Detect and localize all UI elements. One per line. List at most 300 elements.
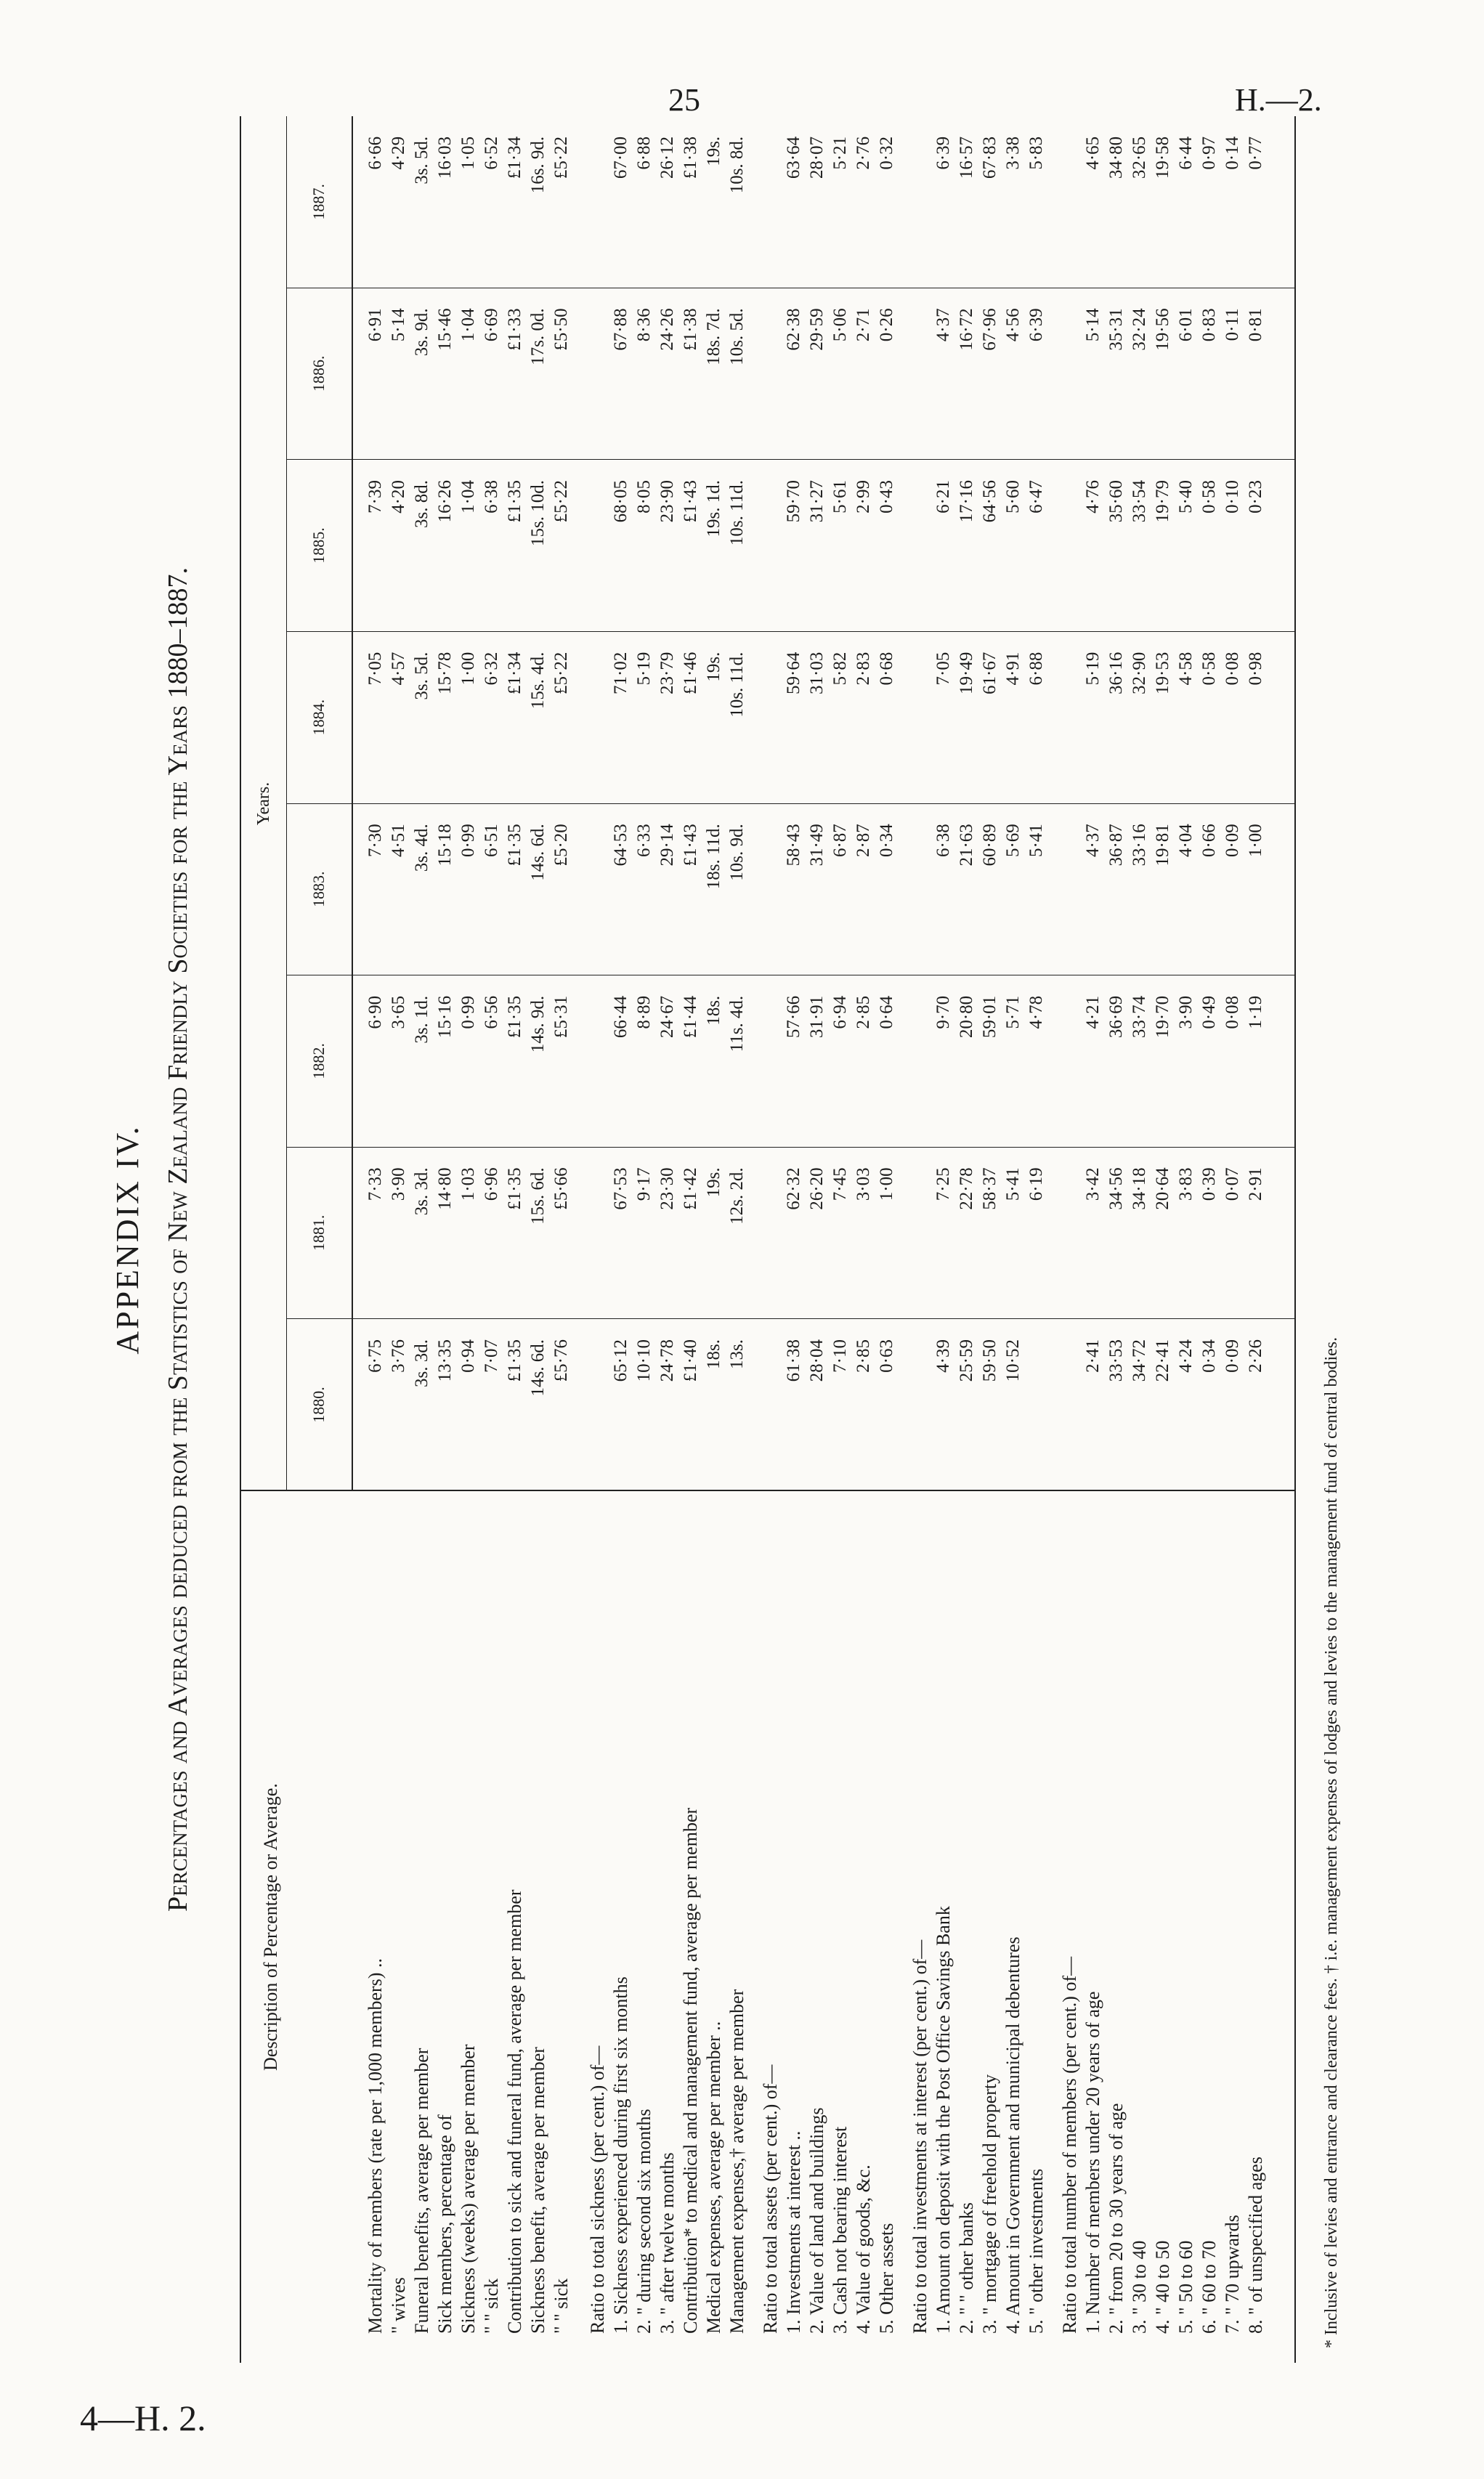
table-cell: 0·98 [1246, 652, 1265, 686]
row-label [481, 1491, 503, 2363]
table-cell: 19·79 [1153, 480, 1172, 523]
table-cell: 3s. 5d. [412, 652, 431, 700]
table-cell: 5·82 [830, 652, 850, 686]
table-cell: 6·90 [365, 995, 385, 1029]
table-cell: 6·52 [482, 136, 501, 170]
table-cell: 67·83 [980, 136, 1000, 179]
row-label-text: 1. Amount on deposit with the Post Office Savings Bank [933, 1906, 954, 2334]
row-label [1106, 1491, 1127, 2363]
table-cell: 7·05 [933, 652, 953, 686]
table-cell: 5·71 [1003, 995, 1023, 1029]
table-cell: 2·41 [1083, 1339, 1103, 1373]
table-cell: 0·11 [1223, 308, 1242, 341]
row-label-text: 7. " 70 upwards [1222, 2215, 1243, 2334]
table-cell: 20·64 [1153, 1167, 1172, 1210]
row-label [365, 1491, 386, 2363]
table-cell: 33·16 [1130, 824, 1149, 867]
row-label-text: 5. " other investments [1026, 2168, 1047, 2334]
table-cell: £5·76 [551, 1339, 571, 1382]
year-header: 1883. [286, 803, 353, 975]
table-cell: 3·83 [1176, 1167, 1196, 1201]
row-label-text: 4. Amount in Government and municipal debentures [1002, 1936, 1023, 2334]
table-cell: 0·32 [877, 136, 896, 170]
table-cell: 29·14 [657, 824, 677, 867]
table-cell: 4·56 [1003, 308, 1023, 342]
table-cell: £1·42 [681, 1167, 700, 1210]
row-label [1002, 1491, 1024, 2363]
table-cell: 8·05 [634, 480, 654, 514]
row-label-text: " " sick [481, 2278, 502, 2334]
table-cell: 8·36 [634, 308, 654, 342]
table-cell: 4·76 [1083, 480, 1103, 514]
table-cell: 5·19 [634, 652, 654, 686]
row-label-text: Management expenses,† average per member [726, 1989, 747, 2334]
row-label [726, 1491, 748, 2363]
table-cell: 67·88 [611, 308, 631, 351]
table-cell: 7·39 [365, 480, 385, 514]
table-cell: £1·35 [505, 480, 524, 523]
table-cell: 4·21 [1083, 995, 1103, 1029]
table-cell: 0·10 [1223, 480, 1242, 514]
table-cell: 61·38 [784, 1339, 803, 1382]
table-cell: 1·00 [877, 1167, 896, 1201]
table-cell: 4·20 [389, 480, 408, 514]
table-cell: 62·32 [784, 1167, 803, 1210]
table-cell: 10s. 8d. [727, 136, 747, 194]
row-label [434, 1491, 456, 2363]
table-cell: 0·08 [1223, 652, 1242, 686]
table-cell: 1·00 [458, 652, 478, 686]
row-label [956, 1491, 978, 2363]
table-cell: 19s. [704, 136, 723, 166]
row-label-text: 3. " 30 to 40 [1129, 2240, 1150, 2334]
table-cell: £5·22 [551, 136, 571, 179]
table-cell: 35·60 [1106, 480, 1126, 523]
row-label [1129, 1491, 1151, 2363]
page-title: Percentages and Averages deduced from the Statistics of New Zealand Friendly Societies for the Years 1880–1887. [163, 567, 193, 1912]
table-cell: 10s. 11d. [727, 480, 747, 546]
table-cell: 6·47 [1026, 480, 1046, 514]
table-cell: 3s. 4d. [412, 824, 431, 872]
table-cell: 3s. 5d. [412, 136, 431, 184]
table-cell: 14·80 [435, 1167, 455, 1210]
table-cell: 0·77 [1246, 136, 1265, 170]
table-cell: 4·04 [1176, 824, 1196, 858]
table-cell: 6·96 [482, 1167, 501, 1201]
row-label-text: Sickness (weeks) average per member [458, 2044, 479, 2334]
table-cell: 2·87 [853, 824, 873, 858]
table-cell: 31·49 [807, 824, 827, 867]
table-cell: £1·43 [681, 480, 700, 523]
table-cell: 22·41 [1153, 1339, 1172, 1382]
table-cell: 19·70 [1153, 995, 1172, 1039]
row-label-text: Mortality of members (rate per 1,000 members) .. [365, 1958, 386, 2334]
table-cell: 19·49 [957, 652, 976, 694]
table-cell: 67·53 [611, 1167, 631, 1210]
row-label-text: 3. Cash not bearing interest [830, 2126, 851, 2334]
table-cell: 15·46 [435, 308, 455, 351]
row-label-text: 1. Investments at interest .. [783, 2130, 804, 2334]
table-cell: 3s. 8d. [412, 480, 431, 528]
table-cell: 33·54 [1130, 480, 1149, 523]
year-column [286, 288, 1294, 460]
table-cell: 6·94 [830, 995, 850, 1029]
table-cell: 59·64 [784, 652, 803, 694]
table-cell: 6·51 [482, 824, 501, 858]
table-cell: 6·33 [634, 824, 654, 858]
table-cell: £1·34 [505, 136, 524, 179]
table-cell: 36·87 [1106, 824, 1126, 867]
row-label [504, 1491, 526, 2363]
table-cell: 15s. 10d. [528, 480, 548, 546]
table-cell: 5·41 [1003, 1167, 1023, 1201]
table-cell: 5·60 [1003, 480, 1023, 514]
table-cell: 2·71 [853, 308, 873, 342]
row-label-text: 4. " 40 to 50 [1152, 2240, 1173, 2334]
table-cell: 23·90 [657, 480, 677, 523]
rotated-page-content [80, 116, 1376, 2363]
row-label [587, 1491, 609, 2363]
table-cell: 31·03 [807, 652, 827, 694]
table-cell: 18s. [704, 1339, 723, 1369]
table-cell: 4·37 [933, 308, 953, 342]
table-cell: 6·44 [1176, 136, 1196, 170]
table-cell: 58·43 [784, 824, 803, 867]
table-cell: £5·22 [551, 652, 571, 694]
table-cell: 32·90 [1130, 652, 1149, 694]
table-cell: 34·56 [1106, 1167, 1126, 1210]
table-cell: 7·33 [365, 1167, 385, 1201]
table-cell: 6·21 [933, 480, 953, 514]
row-label [1082, 1491, 1104, 2363]
table-cell: 60·89 [980, 824, 1000, 867]
table-cell: 0·63 [877, 1339, 896, 1373]
table-cell: 6·75 [365, 1339, 385, 1373]
table-cell: 15·16 [435, 995, 455, 1039]
table-cell: 35·31 [1106, 308, 1126, 351]
row-label [783, 1491, 805, 2363]
table-cell: 1·05 [458, 136, 478, 170]
table-cell: 3·90 [389, 1167, 408, 1201]
row-label [853, 1491, 875, 2363]
table-cell: 7·05 [365, 652, 385, 686]
part-reference: 4—H. 2. [80, 2398, 206, 2438]
table-cell: £1·40 [681, 1339, 700, 1382]
table-cell: £1·44 [681, 995, 700, 1039]
table-cell: 0·83 [1199, 308, 1219, 342]
year-column [286, 1319, 1294, 1491]
table-cell: 10s. 9d. [727, 824, 747, 881]
table-cell: £1·35 [505, 824, 524, 867]
table-cell: 71·02 [611, 652, 631, 694]
table-cell: 0·26 [877, 308, 896, 342]
table-cell: 0·23 [1246, 480, 1265, 514]
table-cell: 14s. 6d. [528, 1339, 548, 1397]
table-cell: 5·40 [1176, 480, 1196, 514]
table-cell: 5·83 [1026, 136, 1046, 170]
row-label [388, 1491, 410, 2363]
table-cell: 5·21 [830, 136, 850, 170]
row-label-text: Medical expenses, average per member .. [703, 2021, 724, 2334]
table-cell: 20·80 [957, 995, 976, 1039]
table-cell: 0·43 [877, 480, 896, 514]
row-label-text: Sick members, percentage of [434, 2114, 455, 2334]
table-cell: 7·07 [482, 1339, 501, 1373]
row-label-text: 3. " after twelve months [657, 2152, 678, 2334]
table-cell: 11s. 4d. [727, 995, 747, 1052]
table-cell: 6·32 [482, 652, 501, 686]
row-label-text: 6. " 60 to 70 [1199, 2240, 1220, 2334]
table-cell: 24·78 [657, 1339, 677, 1382]
table-cell: 67·96 [980, 308, 1000, 351]
year-column [286, 1147, 1294, 1319]
table-cell: 10·10 [634, 1339, 654, 1382]
table-cell: 23·79 [657, 652, 677, 694]
table-cell: 0·34 [877, 824, 896, 858]
table-cell: 59·01 [980, 995, 1000, 1039]
table-cell: £1·35 [505, 1167, 524, 1210]
table-cell: 18s. 7d. [704, 308, 723, 365]
row-label-text: " wives [388, 2277, 409, 2334]
table-cell: 19s. 1d. [704, 480, 723, 537]
table-cell: 34·18 [1130, 1167, 1149, 1210]
year-header: 1887. [286, 116, 353, 288]
table-cell: 6·19 [1026, 1167, 1046, 1201]
footnote: * Inclusive of levies and entrance and clearance fees. † i.e. management expenses of lodges and levies to the management fund of central bodies. [1322, 1336, 1341, 2348]
table-cell: 0·34 [1199, 1339, 1219, 1373]
table-cell: 6·56 [482, 995, 501, 1029]
table-cell: 0·94 [458, 1339, 478, 1373]
year-column [286, 975, 1294, 1148]
row-label [876, 1491, 898, 2363]
table-cell: 0·09 [1223, 1339, 1242, 1373]
table-cell: 2·99 [853, 480, 873, 514]
table-cell: 23·30 [657, 1167, 677, 1210]
table-cell: 4·58 [1176, 652, 1196, 686]
row-label-text: 4. Value of goods, &c. [853, 2164, 874, 2334]
years-group [241, 116, 1294, 1491]
table-cell: 66·44 [611, 995, 631, 1039]
table-cell: £5·31 [551, 995, 571, 1039]
table-cell: 26·20 [807, 1167, 827, 1210]
row-label-text: 2. " during second six months [633, 2109, 654, 2334]
row-label [1199, 1491, 1220, 2363]
year-column [286, 460, 1294, 632]
description-column [241, 1490, 1294, 2363]
table-cell: 32·65 [1130, 136, 1149, 179]
row-label [1152, 1491, 1174, 2363]
table-cell: £1·43 [681, 824, 700, 867]
year-header: 1882. [286, 975, 353, 1147]
row-label-text: Ratio to total investments at interest (per cent.) of— [909, 1939, 930, 2334]
table-cell: 6·38 [482, 480, 501, 514]
table-cell: 25·59 [957, 1339, 976, 1382]
table-cell: 17s. 0d. [528, 308, 548, 365]
table-cell: 63·64 [784, 136, 803, 179]
table-cell: 28·07 [807, 136, 827, 179]
table-cell: 6·91 [365, 308, 385, 342]
row-label-text: 8. " of unspecified ages [1245, 2157, 1266, 2334]
table-cell: 5·19 [1083, 652, 1103, 686]
table-cell: 1·19 [1246, 995, 1265, 1029]
page-number: 25 [668, 82, 700, 118]
row-label [680, 1491, 702, 2363]
row-label-text: 2. Value of land and buildings [806, 2107, 827, 2334]
table-cell: 3·38 [1003, 136, 1023, 170]
table-cell: 65·12 [611, 1339, 631, 1382]
table-cell: £5·50 [551, 308, 571, 351]
row-label-text: Contribution to sick and funeral fund, average per member [504, 1889, 525, 2334]
table-cell: 18s. 11d. [704, 824, 723, 890]
row-label-text: Contribution* to medical and management fund, average per member [680, 1807, 701, 2334]
table-cell: 6·66 [365, 136, 385, 170]
table-cell: 3s. 9d. [412, 308, 431, 357]
table-cell: 3·65 [389, 995, 408, 1029]
document-reference: H.—2. [1235, 82, 1322, 118]
table-cell: 0·58 [1199, 652, 1219, 686]
row-label-text: 2. " " other banks [956, 2202, 977, 2334]
table-cell: 34·80 [1106, 136, 1126, 179]
table-cell: 15·78 [435, 652, 455, 694]
table-cell: 33·53 [1106, 1339, 1126, 1382]
table-cell: 34·72 [1130, 1339, 1149, 1382]
table-cell: 6·38 [933, 824, 953, 858]
table-cell: 24·67 [657, 995, 677, 1039]
table-cell: 17·16 [957, 480, 976, 523]
row-label-text: 5. Other assets [876, 2223, 897, 2334]
year-header: 1881. [286, 1147, 353, 1318]
table-cell: 1·04 [458, 308, 478, 342]
row-label-text: Sickness benefit, average per member [527, 2047, 548, 2334]
table-cell: 16·26 [435, 480, 455, 523]
table-cell: 57·66 [784, 995, 803, 1039]
row-label-text: 1. Sickness experienced during first six months [610, 1976, 631, 2334]
row-label-text: 2. " from 20 to 30 years of age [1106, 2103, 1127, 2334]
row-label [909, 1491, 931, 2363]
row-label [760, 1491, 782, 2363]
table-cell: 6·88 [634, 136, 654, 170]
table-cell: 13·35 [435, 1339, 455, 1382]
table-cell: 0·07 [1223, 1167, 1242, 1201]
table-cell: 8·89 [634, 995, 654, 1029]
table-cell: 16·03 [435, 136, 455, 179]
table-cell: 9·70 [933, 995, 953, 1029]
table-cell: 59·50 [980, 1339, 1000, 1382]
row-label [527, 1491, 549, 2363]
year-column [286, 803, 1294, 975]
table-cell: 19·58 [1153, 136, 1172, 179]
table-cell: 0·81 [1246, 308, 1265, 342]
table-cell: 0·58 [1199, 480, 1219, 514]
table-cell: 10s. 5d. [727, 308, 747, 365]
year-column [286, 116, 1294, 288]
table-cell: 3s. 1d. [412, 995, 431, 1044]
row-label [551, 1491, 572, 2363]
table-cell: £5·20 [551, 824, 571, 867]
table-cell: 5·61 [830, 480, 850, 514]
row-label [933, 1491, 954, 2363]
table-cell: 32·24 [1130, 308, 1149, 351]
year-header: 1884. [286, 632, 353, 803]
table-cell: £5·66 [551, 1167, 571, 1210]
table-cell: 4·37 [1083, 824, 1103, 858]
table-cell: 19·53 [1153, 652, 1172, 694]
table-cell: 6·39 [933, 136, 953, 170]
table-cell: 4·91 [1003, 652, 1023, 686]
row-label-text: 5. " 50 to 60 [1175, 2240, 1196, 2334]
table-cell: 3·90 [1176, 995, 1196, 1029]
table-cell: 2·83 [853, 652, 873, 686]
row-label [411, 1491, 433, 2363]
table-cell: 19·81 [1153, 824, 1172, 867]
table-cell: 1·03 [458, 1167, 478, 1201]
table-cell: 29·59 [807, 308, 827, 351]
row-label [1059, 1491, 1081, 2363]
table-cell: 7·30 [365, 824, 385, 858]
year-header: 1880. [286, 1319, 353, 1490]
table-cell: 28·04 [807, 1339, 827, 1382]
table-cell: £1·35 [505, 995, 524, 1039]
table-cell: 19·56 [1153, 308, 1172, 351]
table-cell: 3·42 [1083, 1167, 1103, 1201]
row-label-text: Ratio to total sickness (per cent.) of— [587, 2045, 608, 2334]
table-cell: 4·29 [389, 136, 408, 170]
table-cell: 4·57 [389, 652, 408, 686]
table-cell: 0·99 [458, 824, 478, 858]
table-cell: £1·38 [681, 308, 700, 351]
table-cell: 67·00 [611, 136, 631, 179]
year-column [286, 632, 1294, 804]
table-cell: 2·85 [853, 995, 873, 1029]
table-cell: 19s. [704, 652, 723, 682]
table-cell: 7·45 [830, 1167, 850, 1201]
table-cell: 4·65 [1083, 136, 1103, 170]
table-cell: 1·04 [458, 480, 478, 514]
table-cell: 68·05 [611, 480, 631, 523]
table-cell: 16·57 [957, 136, 976, 179]
table-cell: 1·00 [1246, 824, 1265, 858]
table-cell: 59·70 [784, 480, 803, 523]
table-cell: 4·51 [389, 824, 408, 858]
row-label-text: Ratio to total assets (per cent.) of— [760, 2064, 781, 2334]
table-cell: £1·34 [505, 652, 524, 694]
table-cell: 4·39 [933, 1339, 953, 1373]
row-label [1175, 1491, 1197, 2363]
row-label-text: 1. Number of members under 20 years of age [1082, 1991, 1103, 2334]
appendix-label: APPENDIX IV. [110, 1124, 145, 1355]
table-cell: 5·69 [1003, 824, 1023, 858]
table-cell: 16·72 [957, 308, 976, 351]
table-cell: 36·69 [1106, 995, 1126, 1039]
table-cell: 64·53 [611, 824, 631, 867]
table-cell: 22·78 [957, 1167, 976, 1210]
table-cell: 9·17 [634, 1167, 654, 1201]
table-cell: 61·67 [980, 652, 1000, 694]
table-cell: 21·63 [957, 824, 976, 867]
table-cell: 0·39 [1199, 1167, 1219, 1201]
table-cell: 0·49 [1199, 995, 1219, 1029]
description-header: Description of Percentage or Average. [260, 1783, 281, 2071]
table-cell: £1·46 [681, 652, 700, 694]
year-header: 1886. [286, 288, 353, 459]
table-cell: £1·33 [505, 308, 524, 351]
table-cell: 7·10 [830, 1339, 850, 1373]
table-cell: 14s. 9d. [528, 995, 548, 1053]
table-cell: 0·99 [458, 995, 478, 1029]
table-cell: 31·27 [807, 480, 827, 523]
row-label [1026, 1491, 1047, 2363]
table-cell: 24·26 [657, 308, 677, 351]
